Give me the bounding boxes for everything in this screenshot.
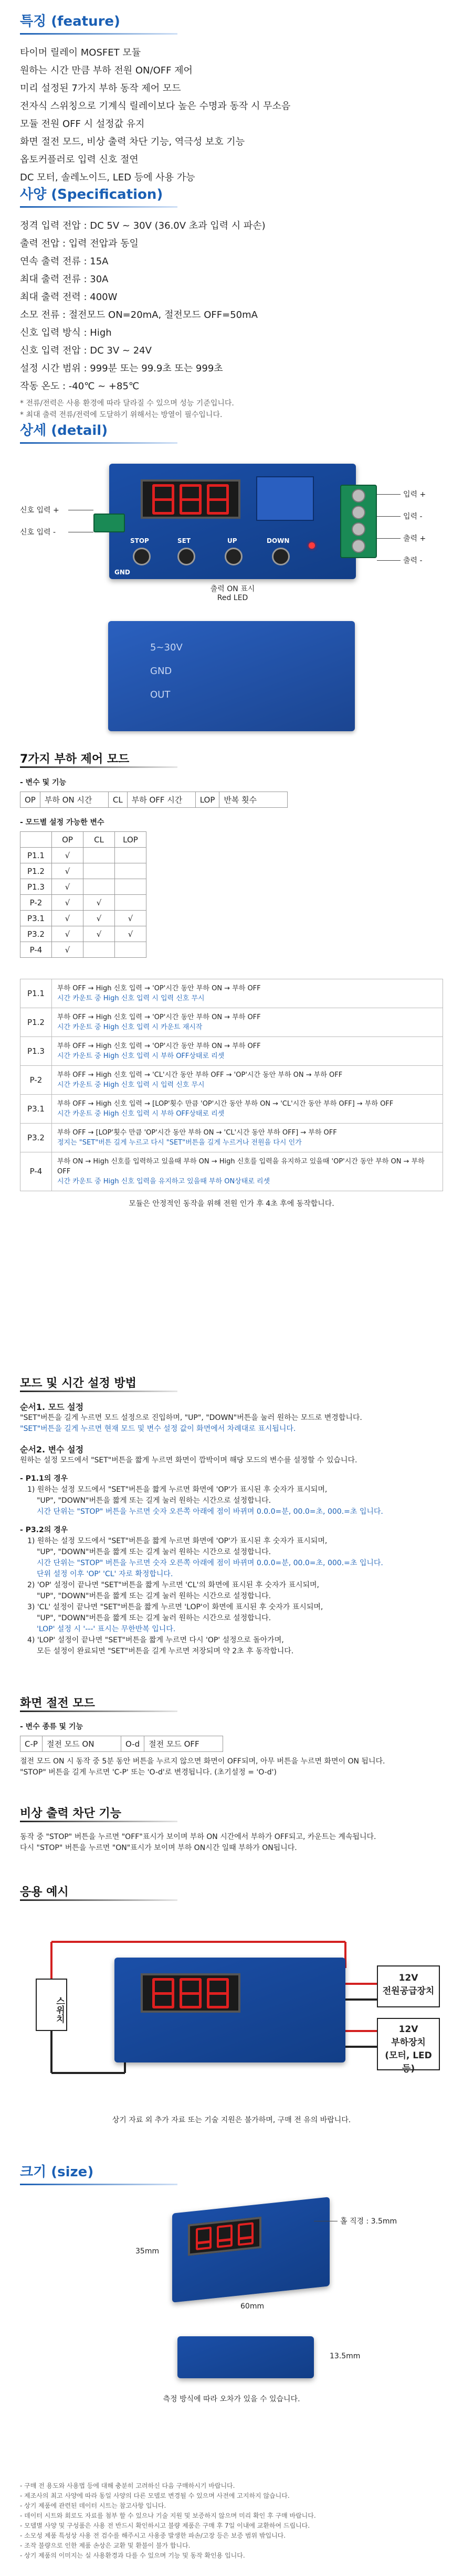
spec-item: 신호 입력 방식 : High (20, 327, 112, 338)
mosfet-block (256, 476, 314, 521)
lcd-digit (238, 2222, 254, 2246)
p32-line: 시간 단위는 "STOP" 버튼을 누르면 숫자 오른쪽 아래에 점이 바뀌며 0.0.0=분, 00.0=초, 000.=초 입니다. (37, 1559, 383, 1567)
p11-line: 시간 단위는 "STOP" 버튼을 누르면 숫자 오른쪽 아래에 점이 바뀌며 0.0.0=분, 00.0=초, 000.=초 입니다. (37, 1508, 383, 1516)
up-button[interactable] (225, 548, 243, 565)
grid-cell: √ (115, 926, 146, 942)
back-gnd-label: GND (150, 666, 172, 677)
p32-line: 모든 설정이 완료되면 "SET"버튼을 길게 누르면 저장되며 약 2초 후 동작합니다. (37, 1647, 294, 1655)
mode-desc-b: 시간 카운트 중 High 신호 입력 시 입력 신호 무시 (57, 995, 205, 1002)
var-cell: CL (108, 792, 127, 808)
callout-line (377, 494, 401, 495)
mode-desc-a: 부하 OFF → High 신호 입력 → 'OP'시간 동안 부하 ON → 부하 OFF (57, 985, 261, 992)
board-size-top (172, 2197, 330, 2303)
stop-label: STOP (130, 537, 149, 544)
screw-icon (352, 522, 365, 536)
out-led-caption-2: Red LED (217, 594, 248, 602)
detail-underline (20, 442, 177, 444)
spec-note: * 전류/전력은 사용 환경에 따라 달라질 수 있으며 성능 기준입니다. (20, 399, 234, 408)
mode-key: P3.2 (20, 1124, 52, 1152)
mode-desc (52, 1037, 443, 1066)
board-size-side (177, 2336, 314, 2378)
emergency-text: 다시 "STOP" 버튼을 누르면 "ON"표시가 보이며 부하 ON시간 일때 부하가 ON됩니다. (20, 1844, 297, 1852)
grid-cell (83, 942, 115, 958)
hole-label: 홀 직경 : 3.5mm (340, 2217, 397, 2226)
p11-head: - P1.1의 경우 (20, 1474, 68, 1483)
modes-section (20, 750, 443, 1210)
grid-cell: √ (52, 879, 83, 895)
modes-footnote: 모듈은 안정적인 동작을 위해 전원 인가 후 4초 후에 동작합니다. (129, 1200, 334, 1208)
grid-cell (83, 863, 115, 879)
mode-desc (52, 1095, 443, 1124)
p32-line: 'LOP' 설정 시 '---' 표시는 무한반복 입니다. (37, 1625, 176, 1633)
grid-cell: P1.1 (20, 848, 52, 863)
feature-item: DC 모터, 솔레노이드, LED 등에 사용 가능 (20, 172, 195, 183)
mode-row (20, 1152, 443, 1191)
spec-item: 최대 출력 전력 : 400W (20, 292, 118, 303)
load-line-1: 12V (398, 2024, 418, 2035)
mode-row (20, 979, 443, 1008)
up-label: UP (227, 537, 237, 544)
saver-cell: 절전 모드 OFF (144, 1736, 223, 1752)
p11-line: "UP", "DOWN"버튼을 짧게 또는 길게 눌러 원하는 시간으로 설정합니다. (37, 1497, 271, 1505)
board-example (114, 1958, 345, 2062)
size-caption: 측정 방식에 따라 오차가 있을 수 있습니다. (163, 2395, 300, 2403)
signal-terminal (93, 514, 125, 532)
callout-line (377, 560, 401, 561)
spec-item: 출력 전압 : 입력 전압과 동일 (20, 238, 139, 249)
mode-desc-b: 정지는 "SET"버튼 길게 누르고 다시 "SET"버튼을 길게 누르거나 전원을 다시 인가 (57, 1139, 302, 1147)
out-led-caption (196, 583, 269, 602)
height-label: 35mm (135, 2247, 160, 2256)
grid-cell (115, 863, 146, 879)
footer-line: - 데이터 시트와 회로도 자료를 첨부 할 수 있으나 기술 지원 및 보증하지 않으며 미리 확인 후 구매 바랍니다. (20, 2512, 316, 2519)
step1-head: 순서1. 모드 설정 (20, 1402, 84, 1412)
mode-desc-a: 부하 OFF → High 신호 입력 → 'OP'시간 동안 부하 ON → 부하 OFF (57, 1013, 261, 1021)
var-cell: 부하 OFF 시간 (127, 792, 195, 808)
footer-line: - 상기 제품에 관련된 데이터 시트는 참고사항 입니다. (20, 2502, 166, 2509)
feature-item: 타이머 릴레이 MOSFET 모듈 (20, 47, 141, 58)
example-underline (20, 1899, 177, 1901)
footer-line: - 상기 제품의 이미지는 실 사용환경과 다를 수 있으며 기능 및 동작 확인용 입니다. (20, 2552, 245, 2559)
lcd-digit (217, 2225, 233, 2248)
grid-head: OP (52, 832, 83, 848)
mode-key: P-4 (20, 1152, 52, 1191)
in-plus-label: 입력 + (403, 490, 426, 499)
spec-title: 사양 (Specification) (20, 187, 163, 202)
example-section (20, 1883, 443, 2126)
grid-cell: P1.2 (20, 863, 52, 879)
lcd-display (141, 479, 240, 519)
spec-underline (20, 206, 177, 208)
var-cell: OP (20, 792, 40, 808)
lcd-digit (152, 1978, 174, 2008)
grid-cell: √ (52, 942, 83, 958)
signal-minus-label: 신호 입력 - (20, 528, 56, 537)
output-led-icon (309, 542, 315, 549)
psu-line-2: 전원공급장치 (382, 1986, 435, 1996)
modes-underline (20, 766, 177, 768)
spec-item: 최대 출력 전류 : 30A (20, 274, 109, 285)
step2-head: 순서2. 변수 설정 (20, 1445, 84, 1455)
setting-section (20, 1374, 443, 1657)
saver-title: 화면 절전 모드 (20, 1697, 95, 1710)
load-line-2: 부하장치 (391, 2037, 426, 2048)
size-underline (20, 2184, 177, 2185)
feature-item: 미리 설정된 7가지 부하 동작 제어 모드 (20, 83, 181, 94)
mode-row (20, 1124, 443, 1152)
mode-row (20, 1037, 443, 1066)
p32-line: 단위 설정 이후 'OP' 'CL' 자로 확정합니다. (37, 1570, 173, 1578)
settable-title: - 모드별 설정 가능한 변수 (20, 818, 104, 827)
out-minus-label: 출력 - (403, 557, 423, 565)
mode-desc (52, 979, 443, 1008)
lcd-digit (207, 484, 229, 515)
mode-desc (52, 1066, 443, 1095)
back-v-label: 5~30V (150, 642, 183, 653)
depth-label: 13.5mm (330, 2352, 361, 2360)
feature-title: 특징 (feature) (20, 14, 120, 29)
signal-plus-label: 신호 입력 + (20, 506, 59, 515)
var-cell: 부하 ON 시간 (40, 792, 108, 808)
feature-item: 모듈 전원 OFF 시 설정값 유지 (20, 119, 145, 130)
grid-cell: √ (83, 911, 115, 926)
lcd-display (141, 1973, 240, 2013)
step2-text: 원하는 설정 모드에서 "SET"버튼을 짧게 누르면 화면이 깜박이며 해당 모드의 변수를 설정할 수 있습니다. (20, 1456, 357, 1465)
load-box (377, 2018, 440, 2074)
feature-item: 전자식 스위칭으로 기계식 릴레이보다 높은 수명과 동작 시 무소음 (20, 101, 291, 112)
board-front (109, 464, 356, 579)
mode-desc (52, 1152, 443, 1191)
mode-desc-b: 시간 카운트 중 High 신호 입력 시 카운트 재시작 (57, 1023, 203, 1031)
wiring-figure (20, 1910, 443, 2110)
mode-desc-table (20, 979, 443, 1191)
mode-row (20, 1066, 443, 1095)
mode-desc-b: 시간 카운트 중 High 신호 입력 시 입력 신호 무시 (57, 1081, 205, 1089)
spec-list (20, 217, 443, 396)
grid-head (20, 832, 52, 848)
grid-cell (83, 848, 115, 863)
in-minus-label: 입력 - (403, 512, 423, 521)
grid-cell: P-4 (20, 942, 52, 958)
grid-cell: √ (52, 911, 83, 926)
var-cell: LOP (195, 792, 219, 808)
grid-cell: √ (52, 926, 83, 942)
feature-list (20, 44, 443, 187)
mode-desc-a: 부하 OFF → [LOP'횟수 만큼 'OP'시간 동안 부하 ON → 'CL'시간 동안 부하 OFF] → 부하 OFF (57, 1129, 337, 1137)
p32-line: 4) 'LOP' 설정이 끝나면 "SET"버튼을 짧게 누르면 다시 'OP' 설정으로 돌아가며, (27, 1636, 284, 1644)
saver-section (20, 1694, 443, 1778)
mode-key: P1.1 (20, 979, 52, 1008)
example-title: 응용 예시 (20, 1886, 69, 1899)
grid-cell (115, 848, 146, 863)
mode-key: P1.2 (20, 1008, 52, 1037)
mode-key: P3.1 (20, 1095, 52, 1124)
down-button[interactable] (272, 548, 290, 565)
var-title: - 변수 및 기능 (20, 778, 67, 787)
board-back (108, 621, 355, 731)
footer-line: - 모델별 사양 및 구성품은 사용 전 반드시 확인하시고 불량 제품은 구매 후 7일 이내에 교환하여 드립니다. (20, 2522, 310, 2529)
spacer (20, 600, 443, 621)
psu-box (377, 1965, 440, 2007)
mode-key: P1.3 (20, 1037, 52, 1066)
emergency-section (20, 1804, 443, 1854)
emergency-underline (20, 1821, 177, 1822)
p32-line: 1) 원하는 설정 모드에서 "SET"버튼을 짧게 누르면 화면에 'OP'가 표시된 후 숫자가 표시되며, (27, 1537, 328, 1545)
saver-text: "STOP" 버튼을 길게 누르면 'C-P' 또는 'O-d'로 변경됩니다. (초기설정 = 'O-d') (20, 1768, 277, 1777)
mode-row (20, 1095, 443, 1124)
footer-section (20, 2481, 443, 2561)
out-plus-label: 출력 + (403, 535, 426, 543)
mode-key: P-2 (20, 1066, 52, 1095)
feature-section (20, 10, 443, 187)
saver-table (20, 1736, 223, 1752)
grid-cell: P1.3 (20, 879, 52, 895)
mode-desc-a: 부하 OFF → High 신호 입력 → 'CL'시간 동안 부하 OFF → 'OP'시간 동안 부하 ON → 부하 OFF (57, 1071, 343, 1079)
spec-item: 정격 입력 전압 : DC 5V ~ 30V (36.0V 초과 입력 시 파손) (20, 220, 266, 231)
mode-desc-a: 부하 OFF → High 신호 입력 → [LOP'횟수 만큼 'OP'시간 동안 부하 ON → 'CL'시간 동안 부하 OFF] → 부하 OFF (57, 1100, 394, 1108)
screw-icon (352, 489, 365, 503)
lcd-display (188, 2217, 261, 2256)
size-section (20, 2161, 443, 2415)
mode-desc-b: 시간 카운트 중 High 신호 입력을 유지하고 있을때 부하 ON상태로 리셋 (57, 1178, 270, 1185)
out-led-caption-1: 출력 ON 표시 (210, 585, 255, 593)
width-label: 60mm (240, 2302, 265, 2311)
step1-text: "SET"버튼을 길게 누르면 현재 모드 및 변수 설정 값이 화면에서 차례대로 표시됩니다. (20, 1425, 296, 1433)
grid-cell: √ (115, 911, 146, 926)
footer-line: - 구매 전 용도와 사용법 등에 대해 충분히 고려하신 다음 구매하시기 바랍니다. (20, 2482, 235, 2489)
p11-line: 1) 원하는 설정 모드에서 "SET"버튼을 짧게 누르면 화면에 'OP'가 표시된 후 숫자가 표시되며, (27, 1485, 328, 1494)
grid-head: CL (83, 832, 115, 848)
screw-icon (352, 539, 365, 553)
board-front-figure (20, 453, 443, 600)
var-table (20, 792, 288, 808)
setting-underline (20, 1391, 177, 1392)
callout-line (377, 516, 401, 517)
grid-cell (115, 895, 146, 911)
lcd-digit (180, 1978, 202, 2008)
grid-cell: √ (52, 848, 83, 863)
feature-item: 화면 절전 모드, 비상 출력 차단 기능, 역극성 보호 기능 (20, 136, 245, 147)
grid-cell (115, 879, 146, 895)
back-out-label: OUT (150, 689, 171, 700)
callout-line (377, 538, 401, 539)
spec-item: 소모 전류 : 절전모드 ON=20mA, 절전모드 OFF=50mA (20, 309, 258, 320)
lcd-digit (196, 2227, 212, 2250)
screw-icon (352, 506, 365, 519)
saver-cell: 절전 모드 ON (42, 1736, 121, 1752)
grid-cell: √ (83, 926, 115, 942)
setting-title: 모드 및 시간 설정 방법 (20, 1377, 136, 1390)
p32-line: "UP", "DOWN"버튼을 짧게 또는 길게 눌러 원하는 시간으로 설정합니다. (37, 1614, 271, 1622)
footer-line: - 소모성 제품 특성상 사용 전 검수를 해주시고 사용중 발생한 파손/고장 등은 보증 범위 밖입니다. (20, 2532, 286, 2539)
detail-title: 상세 (detail) (20, 423, 108, 439)
gnd-label: GND (114, 569, 130, 576)
size-figure (20, 2195, 443, 2415)
spec-note: * 최대 출력 전류/전력에 도달하기 위해서는 방열이 필수입니다. (20, 411, 223, 419)
mode-desc (52, 1124, 443, 1152)
output-terminal (340, 485, 377, 558)
emergency-text: 동작 중 "STOP" 버튼을 누르면 "OFF"표시가 보이며 부하 ON 시간에서 부하가 OFF되고, 카운트는 계속됩니다. (20, 1833, 376, 1841)
mode-row (20, 1008, 443, 1037)
spec-item: 연속 출력 전류 : 15A (20, 256, 109, 267)
lcd-digit (207, 1978, 229, 2008)
lcd-digit (180, 484, 202, 515)
p32-line: "UP", "DOWN"버튼을 짧게 또는 길게 눌러 원하는 시간으로 설정합니다. (37, 1548, 271, 1556)
grid-head: LOP (115, 832, 146, 848)
down-label: DOWN (267, 537, 290, 544)
modes-title: 7가지 부하 제어 모드 (20, 753, 130, 766)
saver-cell: C-P (20, 1736, 43, 1752)
p32-head: - P3.2의 경우 (20, 1526, 68, 1534)
mode-desc-a: 부하 ON → High 신호를 입력하고 있을때 부하 ON → High 신호를 입력을 유지하고 있을때 'OP'시간 동안 부하 ON → 부하 OFF (57, 1158, 425, 1175)
psu-line-1: 12V (398, 1973, 418, 1983)
example-caption: 상기 자료 외 추가 자료 또는 기술 지원은 불가하며, 구매 전 유의 바랍니다. (112, 2116, 351, 2124)
spec-item: 작동 온도 : -40℃ ~ +85℃ (20, 381, 140, 392)
p32-line: 2) 'OP' 설정이 끝나면 "SET"버튼을 짧게 누르면 'CL'의 화면에 표시된 후 숫자가 표시되며, (27, 1581, 320, 1589)
var-cell: 반복 횟수 (219, 792, 288, 808)
grid-cell: P3.2 (20, 926, 52, 942)
grid-cell (83, 879, 115, 895)
grid-cell: P-2 (20, 895, 52, 911)
p32-line: "UP", "DOWN"버튼을 짧게 또는 길게 눌러 원하는 시간으로 설정합니다. (37, 1592, 271, 1600)
p32-line: 3) 'CL' 설정이 끝나면 "SET"버튼을 짧게 누르면 'LOP'이 화면에 표시된 후 숫자가 표시되며, (27, 1603, 323, 1611)
saver-underline (20, 1711, 177, 1712)
saver-var-title: - 변수 종류 및 기능 (20, 1723, 83, 1731)
grid-cell: P3.1 (20, 911, 52, 926)
spec-section (20, 184, 443, 421)
grid-cell: √ (52, 863, 83, 879)
mode-desc-b: 시간 카운트 중 High 신호 입력 시 부하 OFF상태로 리셋 (57, 1052, 225, 1060)
footer-line: - 제조사의 최고 사양에 따라 동일 사양의 다른 모델로 변경될 수 있으며 사전에 고지하지 않습니다. (20, 2492, 290, 2499)
lcd-digit (152, 484, 174, 515)
saver-cell: O-d (121, 1736, 144, 1752)
mode-desc-b: 시간 카운트 중 High 신호 입력 시 부하 OFF상태로 리셋 (57, 1110, 225, 1118)
mode-desc-a: 부하 OFF → High 신호 입력 → 'OP'시간 동안 부하 ON → 부하 OFF (57, 1042, 261, 1050)
mode-var-grid (20, 831, 146, 958)
grid-cell (115, 942, 146, 958)
detail-section (20, 420, 443, 731)
saver-text: 절전 모드 ON 시 동작 중 5분 동안 버튼을 누르지 않으면 화면이 OFF되며, 아무 버튼을 누르면 화면이 ON 됩니다. (20, 1757, 385, 1766)
footer-line: - 조작 불량으로 인한 제품 손상은 교환 및 환불이 불가 합니다. (20, 2542, 191, 2549)
stop-button[interactable] (133, 548, 151, 565)
mode-desc (52, 1008, 443, 1037)
spec-item: 신호 입력 전압 : DC 3V ~ 24V (20, 345, 152, 356)
step1-text: "SET"버튼을 길게 누르면 모드 설정으로 진입하며, "UP", "DOWN"버튼을 눌러 원하는 모드로 변경합니다. (20, 1414, 362, 1422)
grid-cell: √ (83, 895, 115, 911)
spec-item: 설정 시간 범위 : 999분 또는 99.9초 또는 999초 (20, 363, 223, 374)
emergency-title: 비상 출력 차단 기능 (20, 1807, 121, 1820)
set-label: SET (177, 537, 191, 544)
switch-box: 스위치 (36, 1979, 67, 2031)
set-button[interactable] (177, 548, 195, 565)
feature-underline (20, 33, 177, 35)
size-title: 크기 (size) (20, 2164, 94, 2180)
feature-item: 옵토커플러로 입력 신호 절연 (20, 154, 139, 165)
grid-cell: √ (52, 895, 83, 911)
feature-item: 원하는 시간 만큼 부하 전원 ON/OFF 제어 (20, 65, 193, 76)
load-line-3: (모터, LED 등) (385, 2050, 432, 2074)
